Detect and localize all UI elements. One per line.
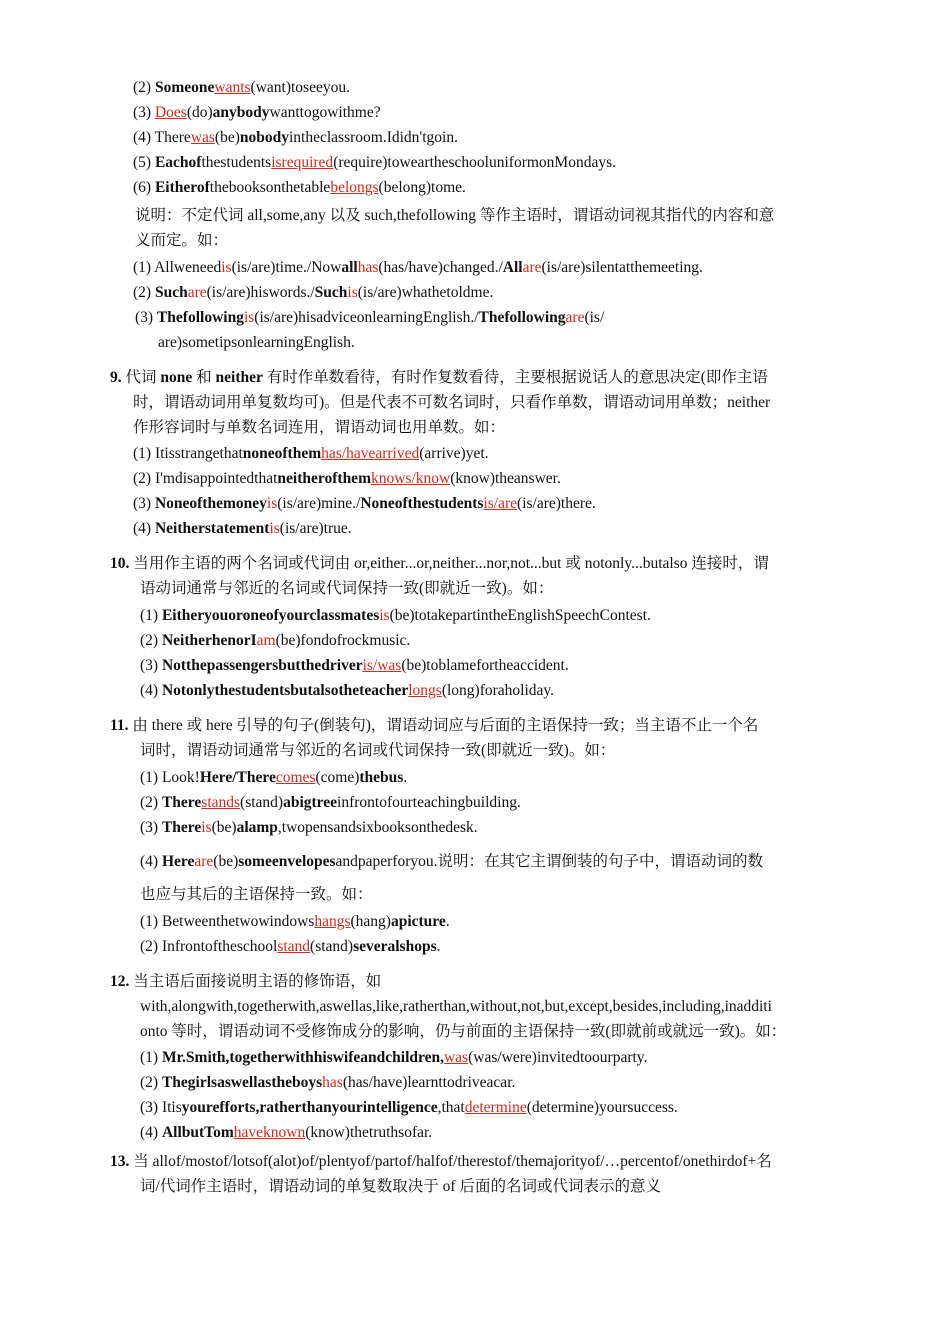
text-run: (be)fondofrockmusic. xyxy=(275,632,411,649)
answer-text: is xyxy=(347,284,358,301)
text-line xyxy=(140,631,410,651)
answer-text: has xyxy=(357,259,379,276)
answer-text: is/was xyxy=(362,657,402,674)
text-run: onto 等时，谓语动词不受修饰成分的影响，仍与前面的主语保持一致(即就前或就远一致)。如： xyxy=(140,1023,787,1040)
text-line xyxy=(133,178,466,198)
text-run: wanttogowithme? xyxy=(269,104,381,121)
text-run: (1) Allweneed xyxy=(133,259,222,276)
text-run: 语动词通常与邻近的名词或代词保持一致(即就近一致)。如： xyxy=(140,580,554,597)
answer-text: are xyxy=(522,259,542,276)
text-line xyxy=(133,393,770,413)
text-run: (is/are)mine./ xyxy=(277,495,361,512)
text-run: 作形容词时与单数名词连用，谓语动词也用单数。如： xyxy=(133,419,506,436)
text-run: thestudents xyxy=(201,154,272,171)
text-run: (know)theanswer. xyxy=(450,470,561,487)
text-line xyxy=(110,716,758,736)
bold-text: Someone xyxy=(154,79,215,96)
text-run: (2) Infrontoftheschool xyxy=(140,938,278,955)
text-line xyxy=(140,606,651,626)
text-run: . xyxy=(403,769,408,786)
text-run: are)sometipsonlearningEnglish. xyxy=(158,334,355,351)
bold-text: Noneofthestudents xyxy=(360,495,484,512)
text-run: 代词 xyxy=(125,369,161,386)
text-run: (is/are)whathetoldme. xyxy=(357,284,494,301)
text-line xyxy=(133,283,493,303)
text-run: (come) xyxy=(315,769,360,786)
answer-text: is/are xyxy=(483,495,518,512)
answer-text: am xyxy=(256,632,276,649)
text-line xyxy=(140,1177,661,1197)
answer-text: is xyxy=(201,819,212,836)
text-line xyxy=(133,444,489,464)
bold-text: someenvelopes xyxy=(238,853,336,870)
bold-text: NeitherhenorI xyxy=(161,632,257,649)
answer-text: determine xyxy=(464,1099,527,1116)
text-run: (3) Itis xyxy=(140,1099,182,1116)
bold-text: thebus xyxy=(359,769,404,786)
text-run: (is/are)silentatthemeeting. xyxy=(541,259,703,276)
text-run: (was/were)invitedtoourparty. xyxy=(468,1049,648,1066)
bold-text: All xyxy=(502,259,523,276)
text-run: thebooksonthetable xyxy=(209,179,331,196)
text-line xyxy=(133,128,458,148)
text-run: (has/have)changed./ xyxy=(378,259,503,276)
answer-text: is xyxy=(243,309,255,326)
answer-text: is xyxy=(379,607,390,624)
bold-text: neither xyxy=(215,369,263,386)
bold-text: Notonlythestudentsbutalsotheteacher xyxy=(161,682,409,699)
text-run: (do) xyxy=(186,104,213,121)
answer-text: are xyxy=(194,853,214,870)
bold-text: Neitherstatement xyxy=(154,520,270,537)
text-run: 词时，谓语动词通常与邻近的名词或代词保持一致(即就近一致)。如： xyxy=(140,742,616,759)
text-run: 词/代词作主语时，谓语动词的单复数取决于 of 后面的名词或代词表示的意义 xyxy=(140,1178,661,1195)
bold-text: AllbutTom xyxy=(161,1124,234,1141)
text-run: (3) xyxy=(135,309,157,326)
bold-text: Notthepassengersbutthedriver xyxy=(161,657,363,674)
text-run: (1) xyxy=(140,1049,162,1066)
answer-text: is xyxy=(269,520,280,537)
text-line xyxy=(140,681,554,701)
text-run: 当主语后面接说明主语的修饰语，如 xyxy=(133,973,382,990)
answer-text: are xyxy=(565,309,585,326)
text-line xyxy=(140,852,763,872)
text-run: (stand) xyxy=(310,938,354,955)
text-line xyxy=(158,333,355,353)
text-run: (2) xyxy=(133,79,155,96)
text-run: (determine)yoursuccess. xyxy=(526,1099,678,1116)
answer-text: hangs xyxy=(314,913,351,930)
text-line xyxy=(140,818,478,838)
text-run: (is/are)time./Now xyxy=(231,259,342,276)
text-run: ,twopensandsixbooksonthedesk. xyxy=(277,819,478,836)
text-run: (2) I'mdisappointedthat xyxy=(133,470,278,487)
text-run: (hang) xyxy=(350,913,391,930)
bold-text: all xyxy=(341,259,358,276)
bold-text: nobody xyxy=(239,129,289,146)
answer-text: wants xyxy=(214,79,251,96)
answer-text: haveknown xyxy=(233,1124,306,1141)
answer-text: Does xyxy=(154,104,187,121)
text-run: 时，谓语动词用单复数均可)。但是代表不可数名词时，只看作单数，谓语动词用单数；neither xyxy=(133,394,771,411)
text-line xyxy=(133,103,381,123)
bold-text: Eitheryouoroneofyourclassmates xyxy=(161,607,380,624)
bold-text: There xyxy=(161,794,202,811)
text-run: 有时作单数看待，有时作复数看待，主要根据说话人的意思决定(即作主语 xyxy=(262,369,768,386)
text-run: (is/are)true. xyxy=(279,520,352,537)
text-run: (4) xyxy=(140,682,162,699)
text-run: ,that xyxy=(437,1099,465,1116)
bold-text: Thefollowing xyxy=(478,309,566,326)
text-line xyxy=(133,258,703,278)
text-run: (3) xyxy=(140,657,162,674)
text-run: . xyxy=(436,938,441,955)
text-run: (be) xyxy=(213,853,239,870)
bold-text: 11. xyxy=(110,717,133,734)
bold-text: severalshops xyxy=(353,938,437,955)
answer-text: was xyxy=(443,1049,469,1066)
text-run: (stand) xyxy=(240,794,284,811)
bold-text: Such xyxy=(314,284,348,301)
text-run: . xyxy=(445,913,450,930)
text-line xyxy=(140,1123,432,1143)
text-line xyxy=(133,418,505,438)
text-line xyxy=(133,153,616,173)
text-run: (4) There xyxy=(133,129,191,146)
text-line xyxy=(110,1152,772,1172)
bold-text: Thefollowing xyxy=(156,309,244,326)
text-line xyxy=(140,768,407,788)
text-run: (is/are)hisadviceonlearningEnglish./ xyxy=(254,309,479,326)
text-run: 当 allof/mostof/lotsof(alot)of/plentyof/partof/halfof/therestof/themajorityof/…percentof/onethirdof+名 xyxy=(133,1153,772,1170)
text-run: (arrive)yet. xyxy=(419,445,489,462)
text-run: (2) xyxy=(140,632,162,649)
text-line xyxy=(133,494,596,514)
text-line xyxy=(140,1022,786,1042)
text-line xyxy=(110,972,381,992)
text-line xyxy=(133,78,350,98)
text-line xyxy=(140,1073,515,1093)
text-run: 由 there 或 here 引导的句子(倒装句)，谓语动词应与后面的主语保持一致；当主语不止一个名 xyxy=(132,717,759,734)
bold-text: 9. xyxy=(110,369,126,386)
answer-text: stands xyxy=(201,794,241,811)
text-line xyxy=(140,937,441,957)
answer-text: has xyxy=(322,1074,343,1091)
text-line xyxy=(135,308,604,328)
text-run: infrontofourteachingbuilding. xyxy=(337,794,521,811)
text-run: (be) xyxy=(211,819,237,836)
text-run: 当用作主语的两个名词或代词由 or,either...or,neither...nor,not...but 或 notonly...butalso 连接时，谓 xyxy=(133,555,769,572)
answer-text: belongs xyxy=(330,179,379,196)
text-line xyxy=(140,741,615,761)
bold-text: 10. xyxy=(110,555,134,572)
bold-text: Mr.Smith,togetherwithhiswifeandchildren, xyxy=(161,1049,444,1066)
text-line xyxy=(140,656,569,676)
text-run: 和 xyxy=(192,369,216,386)
text-run: (want)toseeyou. xyxy=(250,79,350,96)
answer-text: was xyxy=(190,129,215,146)
answer-text: are xyxy=(187,284,207,301)
bold-text: noneofthem xyxy=(242,445,322,462)
text-run: (3) xyxy=(133,495,155,512)
text-run: (1) xyxy=(140,607,162,624)
text-run: (2) xyxy=(140,794,162,811)
bold-text: abigtree xyxy=(283,794,338,811)
text-run: (be)toblamefortheaccident. xyxy=(401,657,569,674)
text-run: (2) xyxy=(140,1074,162,1091)
answer-text: knows/know xyxy=(370,470,451,487)
text-run: (long)foraholiday. xyxy=(441,682,555,699)
text-run: (1) Look! xyxy=(140,769,200,786)
text-line xyxy=(110,554,769,574)
text-line xyxy=(140,997,772,1017)
text-run: 也应与其后的主语保持一致。如： xyxy=(140,886,373,903)
text-line xyxy=(135,231,228,251)
text-line xyxy=(133,469,561,489)
text-line xyxy=(135,206,774,226)
answer-text: comes xyxy=(275,769,316,786)
text-run: 义而定。如： xyxy=(135,232,229,249)
text-run: (4) xyxy=(133,520,155,537)
text-run: (require)toweartheschooluniformonMondays. xyxy=(333,154,616,171)
bold-text: yourefforts,ratherthanyourintelligence xyxy=(181,1099,438,1116)
text-run: (3) xyxy=(140,819,162,836)
text-run: (belong)tome. xyxy=(378,179,466,196)
text-run: andpaperforyou.说明：在其它主谓倒装的句子中，谓语动词的数 xyxy=(335,853,764,870)
text-line xyxy=(140,1048,647,1068)
bold-text: Eitherof xyxy=(154,179,210,196)
text-line xyxy=(140,793,521,813)
text-run: intheclassroom.Ididn'tgoin. xyxy=(289,129,458,146)
bold-text: none xyxy=(160,369,193,386)
text-run: (be) xyxy=(214,129,240,146)
bold-text: neitherofthem xyxy=(277,470,371,487)
text-line xyxy=(110,368,768,388)
bold-text: There xyxy=(161,819,202,836)
text-run: (is/are)there. xyxy=(517,495,596,512)
answer-text: longs xyxy=(408,682,442,699)
text-run: (is/ xyxy=(584,309,605,326)
bold-text: 12. xyxy=(110,973,134,990)
answer-text: is xyxy=(266,495,278,512)
text-run: (know)thetruthsofar. xyxy=(305,1124,433,1141)
text-run: (has/have)learnttodriveacar. xyxy=(342,1074,516,1091)
text-line xyxy=(133,519,352,539)
answer-text: is xyxy=(221,259,232,276)
bold-text: Thegirlsaswellastheboys xyxy=(161,1074,323,1091)
answer-text: stand xyxy=(277,938,311,955)
text-run: (is/are)hiswords./ xyxy=(206,284,315,301)
text-run: with,alongwith,togetherwith,aswellas,like,ratherthan,without,not,but,except,besides,including,inadditi xyxy=(140,998,772,1015)
text-run: (3) xyxy=(133,104,155,121)
text-run: (1) Itisstrangethat xyxy=(133,445,243,462)
text-line xyxy=(140,579,553,599)
text-run: (6) xyxy=(133,179,155,196)
text-line xyxy=(140,885,373,905)
text-run: (4) xyxy=(140,1124,162,1141)
bold-text: Here xyxy=(161,853,195,870)
bold-text: anybody xyxy=(212,104,270,121)
text-line xyxy=(140,912,450,932)
answer-text: has/havearrived xyxy=(321,445,420,462)
text-run: (2) xyxy=(133,284,155,301)
bold-text: Here/There xyxy=(199,769,276,786)
bold-text: Such xyxy=(154,284,188,301)
bold-text: alamp xyxy=(236,819,278,836)
answer-text: isrequired xyxy=(271,154,334,171)
bold-text: Eachof xyxy=(154,154,202,171)
bold-text: apicture xyxy=(390,913,446,930)
text-run: (1) Betweenthetwowindows xyxy=(140,913,315,930)
text-run: 说明：不定代词 all,some,any 以及 such,thefollowing 等作主语时，谓语动词视其指代的内容和意 xyxy=(135,207,775,224)
text-run: (be)totakepartintheEnglishSpeechContest. xyxy=(389,607,651,624)
bold-text: Noneofthemoney xyxy=(154,495,267,512)
bold-text: 13. xyxy=(110,1153,134,1170)
text-run: (4) xyxy=(140,853,162,870)
text-line xyxy=(140,1098,678,1118)
text-run: (5) xyxy=(133,154,155,171)
